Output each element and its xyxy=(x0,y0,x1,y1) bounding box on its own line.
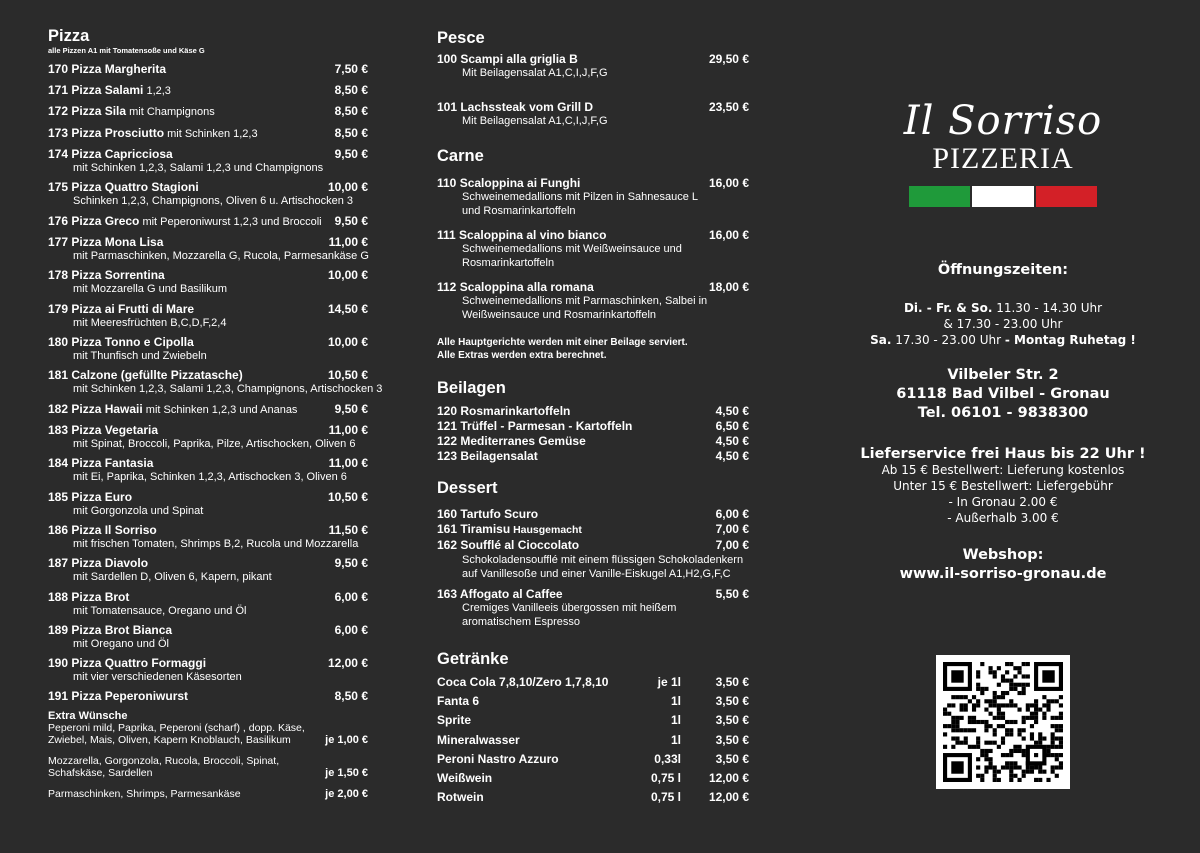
item-name xyxy=(48,490,132,504)
drink-qty: je 1l xyxy=(657,675,681,689)
menu-item xyxy=(437,587,749,629)
pizza-item xyxy=(48,214,368,229)
item-name-text: 160 Tartufo Scuro xyxy=(437,507,539,521)
drink-price: 3,50 € xyxy=(715,713,749,728)
pizza-item xyxy=(48,402,368,417)
item-desc: Mit Beilagensalat A1,C,I,J,F,G xyxy=(462,67,608,79)
hours-text xyxy=(858,300,1148,348)
extra-price: je 1,00 € xyxy=(325,734,368,747)
drink-name: Rotwein xyxy=(437,790,484,805)
beilagen-list xyxy=(437,404,749,464)
drink-name: Fanta 6 xyxy=(437,694,480,709)
item-name xyxy=(48,368,243,382)
item-name xyxy=(48,180,199,194)
drink-row xyxy=(437,673,749,692)
item-row xyxy=(48,623,368,637)
hours-title: Öffnungszeiten: xyxy=(937,262,1069,278)
pizza-item xyxy=(48,62,368,76)
street: Vilbeler Str. 2 xyxy=(947,367,1059,383)
drink-qty: 0,75 l xyxy=(650,771,681,786)
drink-name: Mineralwasser xyxy=(437,732,520,747)
item-name: 122 Mediterranes Gemüse xyxy=(437,434,586,448)
item-extra: mit Champignons xyxy=(126,106,215,118)
extras-list xyxy=(48,722,368,801)
hours-value: & 17.30 - 23.00 Uhr xyxy=(943,317,1063,331)
item-desc: mit Schinken 1,2,3, Salami 1,2,3 und Champignons xyxy=(73,162,324,174)
item-row xyxy=(48,590,368,604)
dessert-title: Dessert xyxy=(437,479,498,497)
drink-row xyxy=(437,711,749,730)
item-extra: mit Schinken 1,2,3 xyxy=(164,127,258,140)
extra-row xyxy=(48,755,368,780)
item-name-text: 191 Pizza Peperoniwurst xyxy=(48,689,189,704)
item-name: 110 Scaloppina ai Funghi xyxy=(437,176,581,190)
carne-title: Carne xyxy=(437,147,484,165)
item-row xyxy=(48,556,368,570)
item-name-text: 190 Pizza Quattro Formaggi xyxy=(48,656,207,671)
dessert-section xyxy=(437,478,749,629)
menu-item-desc xyxy=(437,553,749,581)
item-price: 10,00 € xyxy=(327,268,368,283)
drink-qty: 1l xyxy=(670,694,681,709)
item-desc: Weißweinsauce und Rosmarinkartoffeln xyxy=(462,309,657,321)
item-price: 4,50 € xyxy=(715,434,749,448)
pizza-item xyxy=(48,83,368,98)
item-name: 121 Trüffel - Parmesan - Kartoffeln xyxy=(437,419,633,433)
drink-price: 3,50 € xyxy=(715,675,749,689)
extra-text: Mozzarella, Gorgonzola, Rucola, Broccoli, Spinat, Schafskäse, Sardellen xyxy=(48,754,280,780)
drink-row xyxy=(437,750,749,769)
item-desc: mit Tomatensauce, Oregano und Öl xyxy=(73,604,247,617)
item-name xyxy=(48,689,188,703)
item-name xyxy=(48,623,172,637)
qr-code-icon xyxy=(943,662,1063,782)
item-price: 11,00 € xyxy=(328,235,368,250)
item-name-text: 181 Calzone (gefüllte Pizzatasche) xyxy=(48,368,243,383)
hours-label: Di. - Fr. & So. xyxy=(903,301,993,315)
main-dishes-column xyxy=(437,28,749,819)
beilage-row xyxy=(437,404,749,419)
item-price: 8,50 € xyxy=(334,689,368,704)
item-name xyxy=(48,147,173,161)
item-name xyxy=(48,335,194,349)
flag-stripe-white xyxy=(972,186,1033,207)
closed-day: - Montag Ruhetag ! xyxy=(1004,333,1136,347)
hours-value: 17.30 - 23.00 Uhr xyxy=(891,333,1005,347)
item-row xyxy=(48,490,368,504)
item-desc: mit frischen Tomaten, Shrimps B,2, Rucola und Mozzarella xyxy=(73,537,359,550)
item-desc: Schweinemedallions mit Parmaschinken, Salbei in xyxy=(462,295,708,307)
item-name xyxy=(48,556,148,570)
item-desc: mit Sardellen D, Oliven 6, Kapern, pikant xyxy=(73,571,272,584)
item-price: 10,00 € xyxy=(327,334,368,349)
drink-name: Coca Cola 7,8,10/Zero 1,7,8,10 xyxy=(437,675,609,689)
pizza-item xyxy=(48,268,368,296)
item-row xyxy=(48,335,368,349)
item-row xyxy=(48,235,368,249)
pizza-item xyxy=(48,302,368,330)
item-name xyxy=(48,302,194,316)
item-desc: mit Gorgonzola und Spinat xyxy=(73,504,204,517)
drink-row xyxy=(437,769,749,788)
item-row xyxy=(48,180,368,194)
item-row xyxy=(48,456,368,470)
item-name xyxy=(48,126,258,141)
item-price: 29,50 € xyxy=(708,52,749,66)
pizza-list xyxy=(48,62,383,704)
pizza-item xyxy=(48,147,368,175)
item-desc: Schweinemedallions mit Weißweinsauce und xyxy=(462,243,682,255)
drink-price: 3,50 € xyxy=(715,732,749,747)
item-name-text: 171 Pizza Salami xyxy=(48,82,144,97)
item-desc: mit Oregano und Öl xyxy=(73,637,169,650)
getraenke-section xyxy=(437,649,749,807)
opening-hours xyxy=(858,262,1148,584)
drinks-list xyxy=(437,673,749,807)
pizza-item xyxy=(48,126,368,141)
pizza-item xyxy=(48,180,368,208)
dessert-row xyxy=(437,522,749,538)
pizza-column xyxy=(48,26,383,808)
item-name-text: 172 Pizza Sila xyxy=(48,104,127,118)
drink-price: 12,00 € xyxy=(708,790,749,805)
item-name-text: 162 Soufflé al Cioccolato xyxy=(437,538,580,552)
item-desc: mit Parmaschinken, Mozzarella G, Rucola, Parmesankäse G xyxy=(73,250,369,263)
italian-flag xyxy=(909,186,1097,207)
pizza-item xyxy=(48,490,368,518)
item-price: 16,00 € xyxy=(708,228,749,242)
pizza-item xyxy=(48,556,368,584)
drink-qty: 0,33l xyxy=(654,751,681,766)
delivery-line: - Außerhalb 3.00 € xyxy=(947,511,1059,525)
item-name: 123 Beilagensalat xyxy=(437,449,538,463)
item-name xyxy=(48,523,157,537)
item-price: 16,00 € xyxy=(708,176,749,190)
item-price: 14,50 € xyxy=(327,301,368,316)
item-desc: mit Ei, Paprika, Schinken 1,2,3, Artischocken 3, Oliven 6 xyxy=(73,471,347,484)
item-desc: mit vier verschiedenen Käsesorten xyxy=(73,671,242,684)
item-name-text: 187 Pizza Diavolo xyxy=(48,556,149,571)
delivery-title: Lieferservice frei Haus bis 22 Uhr ! xyxy=(860,446,1146,462)
item-desc: mit Schinken 1,2,3, Salami 1,2,3, Champignons, Artischocken 3 xyxy=(73,383,383,396)
homemade-label: Hausgemacht xyxy=(510,524,582,536)
item-name-text: 177 Pizza Mona Lisa xyxy=(48,235,164,250)
pizza-item xyxy=(48,689,368,703)
item-desc: Schokoladensoufflé mit einem flüssigen Schokoladenkern xyxy=(462,554,744,566)
item-desc: und Rosmarinkartoffeln xyxy=(462,205,576,217)
flag-stripe-red xyxy=(1036,186,1097,207)
carne-note: Alle Extras werden extra berechnet. xyxy=(437,350,607,361)
item-row xyxy=(48,302,368,316)
item-name-text: 180 Pizza Tonno e Cipolla xyxy=(48,334,194,349)
item-name: 163 Affogato al Caffee xyxy=(437,587,563,601)
item-price: 23,50 € xyxy=(708,100,749,114)
item-name xyxy=(48,456,153,470)
beilagen-title: Beilagen xyxy=(437,379,506,397)
hours-label: Sa. xyxy=(870,333,892,347)
extra-price: je 2,00 € xyxy=(325,787,368,800)
pizza-item xyxy=(48,456,368,484)
item-price: 5,50 € xyxy=(715,587,749,601)
item-name: 101 Lachssteak vom Grill D xyxy=(437,100,594,114)
menu-item xyxy=(437,228,749,270)
item-name-text: 176 Pizza Greco xyxy=(48,213,140,228)
item-row xyxy=(48,523,368,537)
item-row xyxy=(48,214,368,229)
city: 61118 Bad Vilbel - Gronau xyxy=(896,386,1110,402)
carne-note: Alle Hauptgerichte werden mit einer Beilage serviert. xyxy=(437,337,688,348)
webshop xyxy=(858,546,1148,584)
item-price: 11,50 € xyxy=(328,522,368,537)
item-name: 112 Scaloppina alla romana xyxy=(437,280,594,294)
item-name xyxy=(437,507,689,522)
extras-title: Extra Wünsche xyxy=(48,709,128,722)
extra-text: Parmaschinken, Shrimps, Parmesankäse xyxy=(48,787,241,800)
item-row xyxy=(48,147,368,161)
item-extra: 1,2,3 xyxy=(143,84,171,97)
item-price: 9,50 € xyxy=(334,556,368,571)
item-name xyxy=(437,538,689,553)
drink-row xyxy=(437,788,749,807)
item-name-text: 170 Pizza Margherita xyxy=(48,62,167,76)
item-price: 4,50 € xyxy=(715,404,749,418)
info-column xyxy=(858,0,1148,789)
item-row xyxy=(48,402,368,417)
item-price: 8,50 € xyxy=(334,82,368,97)
item-row xyxy=(48,368,368,382)
item-name-text: 174 Pizza Capricciosa xyxy=(48,147,173,161)
drink-qty: 1l xyxy=(670,713,681,728)
item-name xyxy=(48,104,215,119)
item-price: 9,50 € xyxy=(334,401,368,416)
item-row xyxy=(48,268,368,282)
carne-section xyxy=(437,146,749,362)
pizza-item xyxy=(48,623,368,651)
item-name: 111 Scaloppina al vino bianco xyxy=(437,228,607,242)
item-name xyxy=(48,423,158,437)
item-row xyxy=(48,83,368,98)
item-name: 100 Scampi alla griglia B xyxy=(437,52,578,66)
pizza-item xyxy=(48,104,368,119)
menu-item xyxy=(437,280,749,322)
item-price: 6,00 € xyxy=(715,507,749,521)
item-extra: mit Peperoniwurst 1,2,3 und Broccoli xyxy=(139,215,322,228)
item-desc: Rosmarinkartoffeln xyxy=(462,257,555,269)
item-desc: mit Meeresfrüchten B,C,D,F,2,4 xyxy=(73,316,227,329)
item-price: 10,00 € xyxy=(327,180,368,195)
item-name xyxy=(48,268,165,282)
brand-subtitle: PIZZERIA xyxy=(932,142,1074,175)
item-name-text: 185 Pizza Euro xyxy=(48,489,133,504)
item-name xyxy=(48,214,322,229)
drink-row xyxy=(437,731,749,750)
item-name-text: 178 Pizza Sorrentina xyxy=(48,268,165,283)
item-desc: mit Mozzarella G und Basilikum xyxy=(73,283,228,296)
pizza-subtitle: alle Pizzen A1 mit Tomatensoße und Käse G xyxy=(48,46,205,55)
item-row xyxy=(48,104,368,119)
drink-name: Weißwein xyxy=(437,771,493,786)
item-name xyxy=(48,83,171,98)
delivery-info xyxy=(858,462,1148,526)
item-row xyxy=(48,656,368,670)
drink-price: 12,00 € xyxy=(708,771,749,786)
extra-row xyxy=(48,788,368,801)
drink-qty: 1l xyxy=(670,732,681,747)
drink-row xyxy=(437,692,749,711)
item-name xyxy=(48,402,297,417)
item-price: 8,50 € xyxy=(334,125,368,140)
item-price: 6,00 € xyxy=(334,622,368,637)
delivery-line: Ab 15 € Bestellwert: Lieferung kostenlos xyxy=(881,463,1125,477)
item-name-text: 189 Pizza Brot Bianca xyxy=(48,622,173,637)
item-name-text: 183 Pizza Vegetaria xyxy=(48,423,159,438)
webshop-url[interactable]: www.il-sorriso-gronau.de xyxy=(899,566,1107,582)
menu-item xyxy=(437,100,749,128)
item-price: 4,50 € xyxy=(715,449,749,463)
pesce-section xyxy=(437,28,749,128)
item-name-text: 184 Pizza Fantasia xyxy=(48,456,154,471)
item-name xyxy=(48,656,206,670)
item-name-text: 161 Tiramisu xyxy=(437,522,511,536)
pizza-item xyxy=(48,590,368,618)
item-name xyxy=(48,590,129,604)
extra-row xyxy=(48,722,368,747)
item-name-text: 188 Pizza Brot xyxy=(48,589,130,604)
address xyxy=(858,366,1148,423)
menu-item xyxy=(437,176,749,218)
item-name xyxy=(437,522,689,538)
menu-item xyxy=(437,52,749,80)
getraenke-title: Getränke xyxy=(437,650,509,668)
item-price: 18,00 € xyxy=(708,280,749,294)
flag-stripe-green xyxy=(909,186,970,207)
item-name: 120 Rosmarinkartoffeln xyxy=(437,404,571,418)
drink-qty: 0,75 l xyxy=(650,790,681,805)
item-name-text: 173 Pizza Prosciutto xyxy=(48,125,165,140)
item-desc: auf Vanillesoße und einer Vanille-Eiskugel A1,H2,G,F,C xyxy=(462,568,731,580)
item-name xyxy=(48,235,163,249)
item-price: 7,50 € xyxy=(334,62,368,76)
item-extra: mit Schinken 1,2,3 und Ananas xyxy=(142,403,298,416)
hours-value: 11.30 - 14.30 Uhr xyxy=(992,301,1103,315)
item-desc: Schweinemedallions mit Pilzen in Sahnesauce L xyxy=(462,191,699,203)
pesce-title: Pesce xyxy=(437,29,485,47)
drink-name: Peroni Nastro Azzuro xyxy=(437,751,559,766)
item-price: 10,50 € xyxy=(327,368,368,383)
dessert-row xyxy=(437,507,749,522)
beilage-row xyxy=(437,449,749,464)
item-price: 7,00 € xyxy=(715,538,749,552)
item-price: 9,50 € xyxy=(334,147,368,161)
item-price: 12,00 € xyxy=(327,656,368,671)
item-price: 10,50 € xyxy=(327,489,368,504)
item-name-text: 182 Pizza Hawaii xyxy=(48,401,143,416)
item-row xyxy=(48,126,368,141)
drink-price: 3,50 € xyxy=(715,694,749,709)
item-desc: Cremiges Vanilleeis übergossen mit heißem xyxy=(462,602,677,614)
item-price: 6,00 € xyxy=(334,589,368,604)
item-desc: mit Spinat, Broccoli, Paprika, Pilze, Artischocken, Oliven 6 xyxy=(73,438,356,451)
item-price: 11,00 € xyxy=(328,456,368,471)
pizza-item xyxy=(48,235,368,263)
extra-price: je 1,50 € xyxy=(325,767,368,780)
item-row xyxy=(48,423,368,437)
item-name-text: 175 Pizza Quattro Stagioni xyxy=(48,180,199,195)
dessert-row xyxy=(437,538,749,553)
extra-text: Peperoni mild, Paprika, Peperoni (scharf) , dopp. Käse, Zwiebel, Mais, Oliven, Kapern Knoblauch, Basilikum xyxy=(48,721,305,747)
pizza-item xyxy=(48,523,368,551)
beilagen-section xyxy=(437,378,749,464)
delivery-line: - In Gronau 2.00 € xyxy=(948,495,1058,509)
item-name xyxy=(48,62,166,76)
item-desc: mit Thunfisch und Zwiebeln xyxy=(73,349,207,362)
item-row xyxy=(48,689,368,703)
item-price: 8,50 € xyxy=(334,104,368,118)
item-name-text: 179 Pizza ai Frutti di Mare xyxy=(48,301,195,316)
drink-price: 3,50 € xyxy=(715,751,749,766)
item-price: 6,50 € xyxy=(715,419,749,433)
delivery-line: Unter 15 € Bestellwert: Liefergebühr xyxy=(893,479,1113,493)
item-price: 11,00 € xyxy=(328,423,368,438)
drink-name: Sprite xyxy=(437,713,472,728)
item-row xyxy=(48,62,368,76)
pizza-item xyxy=(48,423,368,451)
pizza-item xyxy=(48,368,383,396)
item-price: 7,00 € xyxy=(715,522,749,536)
item-desc: aromatischem Espresso xyxy=(462,616,580,628)
item-name-text: 186 Pizza Il Sorriso xyxy=(48,522,157,537)
brand-logo: Il Sorriso xyxy=(903,98,1103,144)
qr-code[interactable] xyxy=(936,655,1070,789)
dessert-list xyxy=(437,507,749,553)
webshop-title: Webshop: xyxy=(962,547,1044,563)
beilage-row xyxy=(437,419,749,434)
item-desc: Mit Beilagensalat A1,C,I,J,F,G xyxy=(462,115,608,127)
item-price: 9,50 € xyxy=(334,213,368,228)
beilage-row xyxy=(437,434,749,449)
phone: Tel. 06101 - 9838300 xyxy=(917,405,1089,421)
item-desc: Schinken 1,2,3, Champignons, Oliven 6 u. Artischocken 3 xyxy=(73,195,354,208)
pizza-item xyxy=(48,656,368,684)
pizza-item xyxy=(48,335,368,363)
pizza-title: Pizza xyxy=(48,27,90,45)
